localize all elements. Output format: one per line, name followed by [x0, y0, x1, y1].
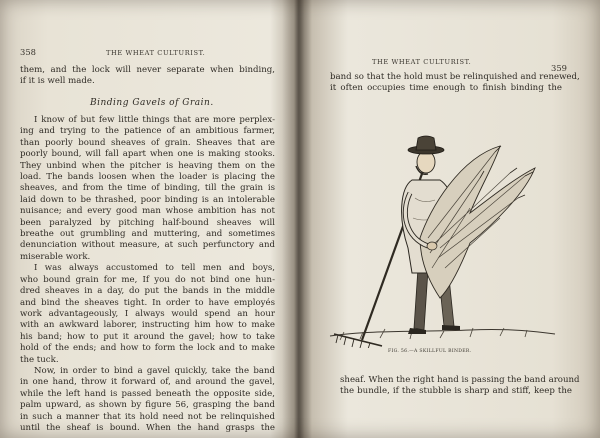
left-running-head: THE WHEAT CULTURIST.	[106, 49, 206, 57]
text-line: in one hand, throw it forward of, and around the gavel,	[20, 377, 275, 388]
left-page	[0, 0, 292, 438]
text-line: been paralyzed by pitching half-bound sheaves will	[20, 217, 275, 228]
text-line: I know of but few little things that are more perplex-	[34, 115, 275, 125]
text-line: the bundle, if the stubble is sharp and stiff, keep the	[340, 386, 572, 397]
right-page	[300, 0, 600, 438]
text-line: poorly bound, will fall apart when one is making stooks.	[20, 149, 275, 160]
right-running-head: THE WHEAT CULTURIST.	[372, 58, 472, 66]
text-line: sheaf. When the right hand is passing the band around	[340, 375, 580, 385]
right-page-number: 359	[551, 63, 567, 73]
right-top-text	[330, 72, 580, 95]
text-line: Now, in order to bind a gavel quickly, take the band	[34, 365, 275, 376]
text-line: ing and trying to the patience of an ambitious farmer,	[20, 126, 275, 137]
text-line: hold of the ends; and how to form the lock and to make	[20, 343, 275, 354]
paragraph	[20, 115, 275, 263]
text-line: with an awkward laborer, instructing him how to make	[20, 320, 275, 331]
section-heading: Binding Gavels of Grain.	[90, 98, 214, 108]
left-continuation	[20, 65, 275, 88]
text-line: miserable work.	[20, 251, 91, 262]
text-line: who bound grain for me, If you do not bind one hun-	[20, 274, 275, 285]
engraving-farmer-binding-sheaf-icon	[320, 118, 560, 348]
text-line: They unbind when the pitcher is heaving them on the	[20, 160, 275, 171]
text-line: load. The bands loosen when the loader is placing the	[20, 172, 275, 183]
right-bottom-text	[340, 375, 580, 398]
text-line: dred sheaves in a day, do put the bands in the middle	[20, 286, 275, 297]
text-line: than poorly bound sheaves of grain. Sheaves that are	[20, 137, 275, 148]
text-line: sheaves, and from the time of binding, till the grain is	[20, 183, 275, 194]
text-line: palm upward, as shown by figure 56, grasping the band	[20, 400, 275, 411]
left-body	[20, 115, 275, 434]
text-line: denunciation without measure, at such perfunctory and	[20, 240, 275, 251]
text-line: if it is well made.	[20, 76, 95, 87]
text-line: breathe out grumbling and muttering, and sometimes	[20, 229, 275, 240]
text-line: laid down to be thrashed, poor binding is an intolerable	[20, 194, 275, 205]
text-line: nuisance; and every good man whose ambition has not	[20, 206, 275, 217]
text-line: it often occupies time enough to finish binding the	[330, 83, 562, 94]
left-page-number: 358	[20, 47, 36, 57]
text-line: while the left hand is passed beneath the opposite side,	[20, 388, 275, 399]
text-line: them, and the lock will never separate when binding,	[20, 65, 275, 75]
text-line: and bind the sheaves tight. In order to have employés	[20, 297, 275, 308]
text-line: until the sheaf is bound. When the hand grasps the	[20, 422, 275, 433]
text-line: the tuck.	[20, 354, 59, 365]
text-line: his band; how to put it around the gavel; how to take	[20, 331, 275, 342]
text-line: band so that the hold must be relinquished and renewed,	[330, 72, 580, 82]
figure-caption: FIG. 56.—A SKILLFUL BINDER.	[388, 349, 472, 354]
text-line: I was always accustomed to tell men and boys,	[34, 263, 275, 274]
paragraph	[20, 366, 275, 434]
paragraph	[20, 263, 275, 366]
text-line: work advantageously, I always would spend an hour	[20, 308, 275, 319]
text-line: in such a manner that its hold need not be relinquished	[20, 411, 275, 422]
